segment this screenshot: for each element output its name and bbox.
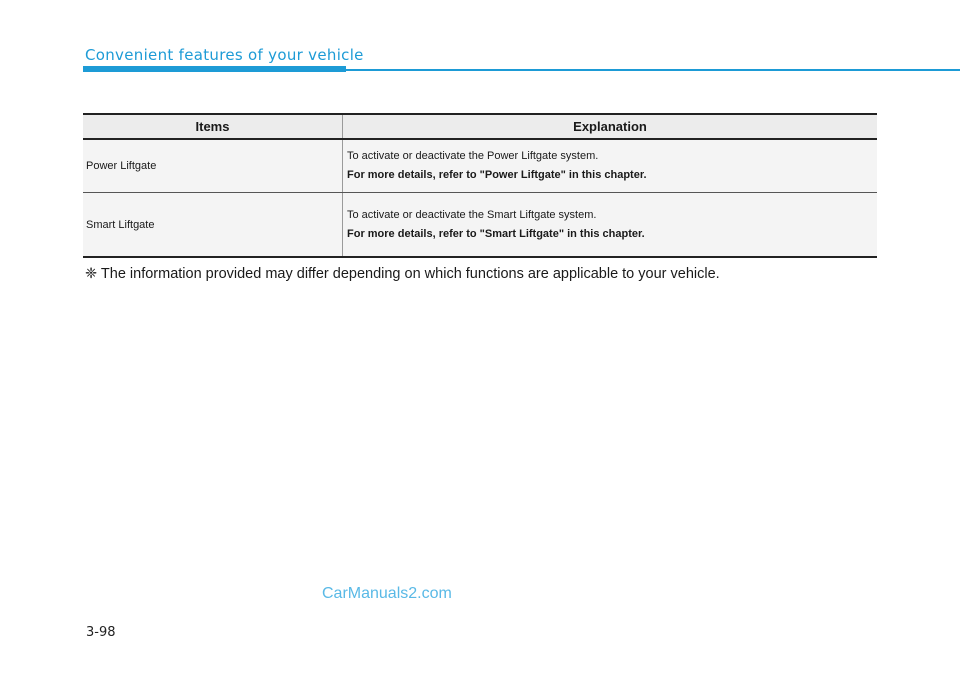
table-header-row [83,114,877,139]
column-header-explanation: Explanation [343,114,878,139]
section-title: Convenient features of your vehicle [85,46,364,64]
explanation-cell [343,193,878,258]
explanation-text: To activate or deactivate the Power Liftgate system. [347,150,599,162]
item-cell: Power Liftgate [83,139,343,193]
explanation-text: To activate or deactivate the Smart Liftgate system. [347,208,597,221]
features-table [83,113,877,258]
explanation-reference: For more details, refer to "Power Liftgate" in this chapter. [347,169,647,181]
page-number: 3-98 [86,625,116,640]
explanation-cell [343,139,878,193]
item-cell: Smart Liftgate [83,193,343,258]
title-underline-thin [346,69,960,71]
explanation-reference: For more details, refer to "Smart Liftgate" in this chapter. [347,227,645,240]
column-header-items: Items [83,114,343,139]
title-underline-thick [83,66,346,72]
applicability-note: ❈ The information provided may differ depending on which functions are applicable to your vehicle. [85,266,720,282]
watermark-link[interactable]: CarManuals2.com [322,585,452,602]
table-row [83,139,877,193]
table-row [83,193,877,258]
